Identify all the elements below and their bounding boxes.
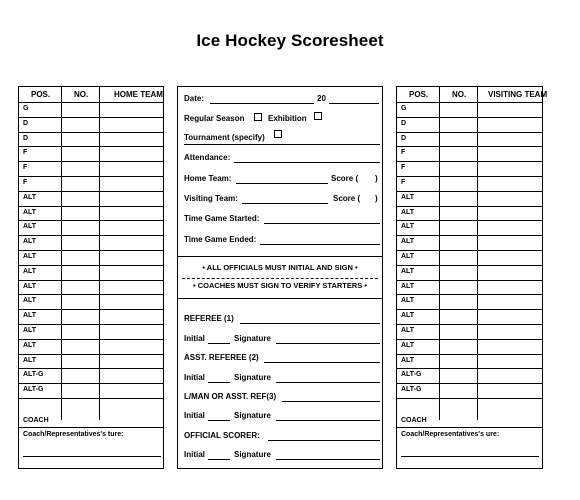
position-label: ALT bbox=[23, 238, 37, 246]
year-prefix: 20 bbox=[317, 94, 326, 103]
position-label: F bbox=[401, 179, 406, 186]
player-row bbox=[397, 250, 542, 266]
position-label: ALT bbox=[401, 223, 415, 231]
position-label: ALT bbox=[401, 253, 415, 260]
coaches-notice: • COACHES MUST SIGN TO VERIFY STARTERS • bbox=[192, 281, 368, 290]
exhibition-label: Exhibition bbox=[268, 114, 307, 123]
player-row bbox=[397, 383, 542, 399]
time-started-field[interactable] bbox=[264, 223, 380, 224]
visiting-no-header: NO. bbox=[452, 90, 467, 99]
home-coach-row bbox=[19, 414, 163, 428]
position-label: D bbox=[23, 119, 29, 127]
player-row bbox=[19, 383, 163, 399]
referee-name-field[interactable] bbox=[240, 323, 380, 324]
year-field[interactable] bbox=[329, 103, 379, 104]
player-row bbox=[397, 368, 542, 384]
scorer-initial-label: Initial bbox=[184, 450, 205, 459]
time-ended-field[interactable] bbox=[260, 244, 380, 245]
player-row bbox=[397, 324, 542, 340]
position-label: D bbox=[401, 119, 407, 127]
position-label: F bbox=[401, 149, 406, 157]
player-row bbox=[19, 280, 163, 296]
scorer-initial-field[interactable] bbox=[208, 459, 230, 460]
player-row bbox=[19, 146, 163, 162]
attendance-label: Attendance: bbox=[184, 153, 231, 162]
player-row bbox=[397, 117, 542, 133]
player-row bbox=[19, 117, 163, 133]
visiting-coach-row bbox=[397, 414, 542, 428]
home-team-field[interactable] bbox=[236, 183, 328, 184]
date-field[interactable] bbox=[210, 103, 314, 104]
home-rep-signature-line[interactable] bbox=[23, 456, 161, 457]
tournament-checkbox[interactable] bbox=[274, 130, 282, 138]
regular-season-checkbox[interactable] bbox=[254, 113, 262, 121]
attendance-field[interactable] bbox=[234, 162, 380, 163]
visiting-team-table bbox=[396, 86, 548, 469]
player-row bbox=[397, 309, 542, 325]
asst-referee-initial-field[interactable] bbox=[208, 382, 230, 383]
regular-season-label: Regular Season bbox=[184, 114, 245, 123]
player-row bbox=[397, 339, 542, 355]
position-label: ALT-G bbox=[23, 386, 44, 394]
position-label: ALT bbox=[23, 341, 37, 349]
home-team-table bbox=[18, 86, 164, 469]
position-label: D bbox=[401, 134, 407, 142]
player-row bbox=[397, 161, 542, 177]
visiting-coach-label: COACH bbox=[401, 417, 427, 424]
player-row bbox=[19, 235, 163, 251]
official-scorer-name-field[interactable] bbox=[268, 440, 380, 441]
lman-initial-label: Initial bbox=[184, 411, 205, 420]
home-col-divider bbox=[99, 87, 100, 420]
player-row bbox=[19, 368, 163, 384]
game-info-panel bbox=[177, 86, 383, 469]
player-row bbox=[19, 339, 163, 355]
position-label: ALT bbox=[23, 193, 37, 201]
player-row bbox=[19, 191, 163, 207]
position-label: ALT bbox=[23, 208, 37, 216]
referee-signature-label: Signature bbox=[234, 334, 271, 343]
position-label: ALT bbox=[401, 341, 415, 349]
home-score-label: Score ( bbox=[331, 174, 359, 183]
tournament-field[interactable] bbox=[184, 144, 380, 145]
asst-referee-initial-label: Initial bbox=[184, 373, 205, 382]
notice-dashed-divider bbox=[182, 278, 378, 279]
visiting-rep-signature-line[interactable] bbox=[401, 456, 539, 457]
visiting-team-header: VISITING TEAM bbox=[488, 90, 548, 99]
lman-label: L/MAN OR ASST. REF(3) bbox=[184, 392, 277, 401]
position-label: F bbox=[23, 179, 28, 186]
visiting-table-header bbox=[397, 87, 548, 103]
position-label: ALT-G bbox=[23, 371, 44, 379]
position-label: ALT bbox=[23, 312, 37, 320]
player-row bbox=[397, 191, 542, 207]
position-label: ALT bbox=[401, 267, 415, 275]
visiting-team-field[interactable] bbox=[242, 203, 328, 204]
position-label: ALT bbox=[23, 356, 37, 364]
player-row bbox=[397, 176, 542, 192]
position-label: ALT bbox=[23, 327, 37, 334]
home-table-header bbox=[19, 87, 163, 103]
player-row bbox=[397, 206, 542, 222]
visiting-team-label: Visiting Team: bbox=[184, 194, 238, 203]
lman-name-field[interactable] bbox=[282, 401, 380, 402]
player-row bbox=[19, 265, 163, 281]
position-label: ALT bbox=[23, 223, 37, 231]
home-no-header: NO. bbox=[74, 90, 89, 99]
asst-referee-name-field[interactable] bbox=[264, 362, 380, 363]
player-row bbox=[19, 294, 163, 310]
player-row bbox=[19, 132, 163, 148]
tournament-label: Tournament (specify) bbox=[184, 133, 265, 142]
visiting-col-divider bbox=[439, 87, 440, 420]
asst-referee-signature-label: Signature bbox=[234, 373, 271, 382]
player-row bbox=[19, 309, 163, 325]
position-label: F bbox=[23, 149, 28, 157]
player-row bbox=[19, 220, 163, 236]
time-ended-label: Time Game Ended: bbox=[184, 235, 257, 244]
referee-signature-field[interactable] bbox=[276, 343, 380, 344]
position-label: F bbox=[23, 164, 28, 172]
player-row bbox=[397, 235, 542, 251]
position-label: ALT bbox=[401, 297, 415, 305]
home-score-close: ) bbox=[375, 174, 378, 183]
position-label: ALT bbox=[401, 356, 415, 364]
player-row bbox=[19, 206, 163, 222]
player-row bbox=[19, 161, 163, 177]
position-label: ALT bbox=[23, 282, 37, 290]
referee-initial-label: Initial bbox=[184, 334, 205, 343]
home-team-header: HOME TEAM bbox=[114, 90, 163, 99]
position-label: ALT bbox=[401, 238, 415, 246]
asst-referee-label: ASST. REFEREE (2) bbox=[184, 353, 259, 362]
home-pos-header: POS. bbox=[31, 90, 51, 99]
date-label: Date: bbox=[184, 94, 205, 103]
player-row bbox=[19, 324, 163, 340]
lman-signature-field[interactable] bbox=[276, 420, 380, 421]
time-started-label: Time Game Started: bbox=[184, 214, 260, 223]
lman-initial-field[interactable] bbox=[208, 420, 230, 421]
page-title: Ice Hockey Scoresheet bbox=[196, 31, 384, 50]
home-team-label: Home Team: bbox=[184, 174, 232, 183]
scorer-signature-label: Signature bbox=[234, 450, 271, 459]
position-label: ALT bbox=[401, 193, 415, 201]
scorer-signature-field[interactable] bbox=[276, 459, 380, 460]
player-row bbox=[397, 280, 542, 296]
asst-referee-signature-field[interactable] bbox=[276, 382, 380, 383]
player-row bbox=[19, 354, 163, 370]
position-label: ALT bbox=[401, 312, 415, 320]
position-label: D bbox=[23, 134, 29, 142]
position-label: ALT bbox=[401, 327, 415, 334]
position-label: ALT bbox=[23, 297, 37, 305]
position-label: ALT bbox=[23, 267, 37, 275]
notice-top-divider bbox=[178, 256, 382, 257]
visiting-pos-header: POS. bbox=[409, 90, 429, 99]
player-row bbox=[397, 354, 542, 370]
player-row bbox=[397, 265, 542, 281]
player-row bbox=[397, 294, 542, 310]
position-label: ALT bbox=[23, 253, 37, 260]
visiting-rep-label: Coach/Representatives's ure: bbox=[401, 431, 500, 438]
position-label: F bbox=[401, 164, 406, 172]
player-row bbox=[19, 102, 163, 118]
official-scorer-label: OFFICIAL SCORER: bbox=[184, 431, 260, 440]
position-label: ALT-G bbox=[401, 386, 422, 394]
player-row bbox=[19, 250, 163, 266]
position-label: G bbox=[23, 105, 29, 112]
home-coach-label: COACH bbox=[23, 417, 49, 424]
officials-notice: • ALL OFFICIALS MUST INITIAL AND SIGN • bbox=[202, 263, 358, 272]
exhibition-checkbox[interactable] bbox=[314, 112, 322, 120]
position-label: ALT bbox=[401, 282, 415, 290]
player-row bbox=[397, 132, 542, 148]
home-col-divider bbox=[61, 87, 62, 420]
position-label: ALT-G bbox=[401, 371, 422, 379]
visiting-col-divider bbox=[477, 87, 478, 420]
referee-initial-field[interactable] bbox=[208, 343, 230, 344]
player-row bbox=[397, 102, 542, 118]
position-label: ALT bbox=[401, 208, 415, 216]
visiting-score-close: ) bbox=[375, 194, 378, 203]
player-row bbox=[397, 146, 542, 162]
referee-label: REFEREE (1) bbox=[184, 314, 234, 323]
lman-signature-label: Signature bbox=[234, 411, 271, 420]
player-row bbox=[397, 220, 542, 236]
player-row bbox=[19, 176, 163, 192]
position-label: G bbox=[401, 105, 407, 112]
notice-bottom-divider bbox=[178, 298, 382, 299]
visiting-score-label: Score ( bbox=[333, 194, 361, 203]
home-rep-label: Coach/Representatives's ture: bbox=[23, 431, 124, 438]
